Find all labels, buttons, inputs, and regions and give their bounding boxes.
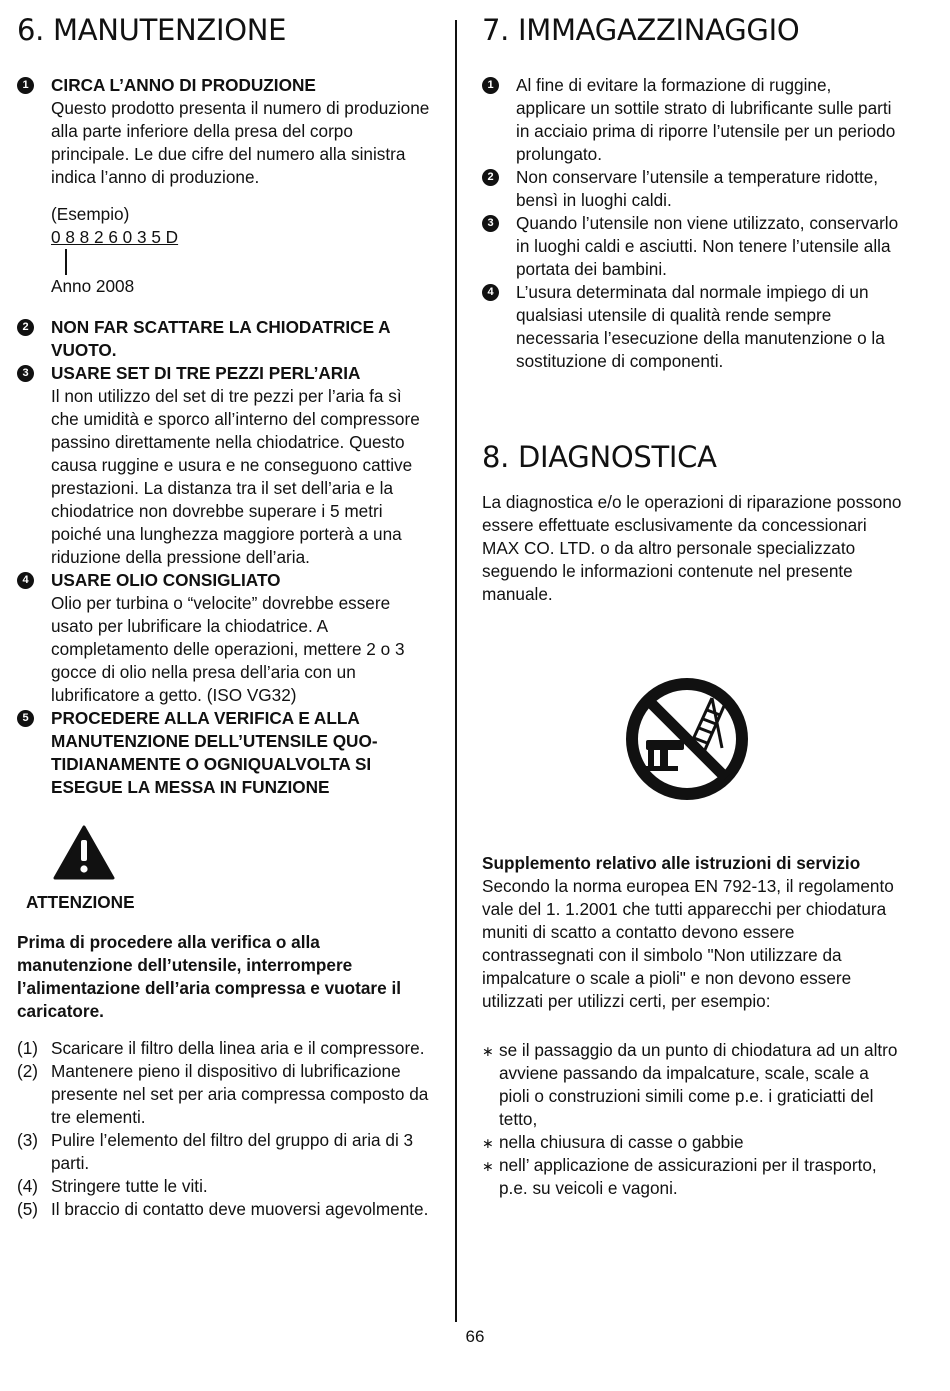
step-text: Scaricare il filtro della linea aria e il compressore. bbox=[51, 1038, 425, 1058]
number-badge-3: 3 bbox=[482, 215, 499, 232]
step-label: (2) bbox=[17, 1061, 39, 1081]
item2-heading: NON FAR SCATTARE LA CHIODATRICE A VUOTO. bbox=[51, 317, 390, 360]
section6-item-2 bbox=[17, 316, 432, 362]
item1-text: Questo prodotto presenta il numero di produzione alla parte inferiore della presa del corpo principale. Le due cifre del numero alla sinistra indica l’anno di produzione. bbox=[51, 98, 430, 187]
step-label: (1) bbox=[17, 1038, 39, 1058]
number-badge-2: 2 bbox=[17, 319, 34, 336]
section6-title: 6. MANUTENZIONE bbox=[17, 13, 287, 47]
column-divider bbox=[455, 20, 457, 1322]
item3-text: Il non utilizzo del set di tre pezzi per l’aria fa sì che umidità e sporco all’interno del compressore passino direttamente nella chiodatrice. Questo causa ruggine e usura e ne conseguono cattive prestazioni. La distanza tra il set dell’aria e la chiodatrice non dovrebbe superare i 5 metri poiché una lunghezza maggiore porterà a una riduzione della pressione dell’aria. bbox=[51, 386, 420, 567]
step-text: Mantenere pieno il dispositivo di lubrificazione presente nel set per aria compressa composto da tre elementi. bbox=[51, 1061, 429, 1127]
item1-heading: CIRCA L’ANNO DI PRODUZIONE bbox=[51, 75, 316, 95]
bullet-text: se il passaggio da un punto di chiodatura ad un altro avviene passando da impalcature, scale, scale a pioli o construzioni simili come p.e. i graticiatti del tetto, bbox=[499, 1040, 898, 1129]
item3-heading: USARE SET DI TRE PEZZI PERL’ARIA bbox=[51, 363, 361, 383]
number-badge-4: 4 bbox=[482, 284, 499, 301]
number-badge-1: 1 bbox=[482, 77, 499, 94]
section7-item-2 bbox=[482, 166, 902, 212]
asterisk-icon: ∗ bbox=[482, 1158, 494, 1174]
list-item bbox=[482, 1154, 902, 1200]
supplement-bullets bbox=[482, 1039, 902, 1200]
supplement-text: Secondo la norma europea EN 792-13, il regolamento vale del 1. 1.2001 che tutti apparecchi per chiodatura muniti di scatto a contatto devono essere contrassegnati con il simbolo "Non utilizzare da impalcature o scale a pioli" e non devono essere utilizzati per utilizzi certi, per esempio: bbox=[482, 876, 894, 1011]
section7-title: 7. IMMAGAZZINAGGIO bbox=[482, 13, 800, 47]
warning-triangle-icon bbox=[53, 825, 432, 886]
number-badge-3: 3 bbox=[17, 365, 34, 382]
section6-item-1 bbox=[17, 74, 432, 298]
right-column bbox=[482, 0, 902, 1200]
list-item bbox=[17, 1198, 432, 1221]
item4-text: Olio per turbina o “velocite” dovrebbe essere usato per lubrificare la chiodatrice. A completamento delle operazioni, mettere 2 o 3 gocce di olio nella presa dell’aria con un lubrificatore a getto. (ISO VG32) bbox=[51, 593, 405, 705]
list-item bbox=[17, 1060, 432, 1129]
warning-label: ATTENZIONE bbox=[26, 892, 135, 912]
item-text: Non conservare l’utensile a temperature ridotte, bensì in luoghi caldi. bbox=[516, 167, 879, 210]
item-text: Al fine di evitare la formazione di ruggine, applicare un sottile strato di lubrificante sulle parti in acciaio prima di riporre l’utensile per un periodo prolungato. bbox=[516, 75, 896, 164]
step-label: (5) bbox=[17, 1199, 39, 1219]
section6-item-3 bbox=[17, 362, 432, 569]
item-text: Quando l’utensile non viene utilizzato, conservarlo in luoghi caldi e asciutti. Non tenere l’utensile alla portata dei bambini. bbox=[516, 213, 899, 279]
section8-text: La diagnostica e/o le operazioni di riparazione possono essere effettuate esclusivamente da concessionari MAX CO. LTD. o da altro personale specializzato seguendo le informazioni contenute nel presente manuale. bbox=[482, 492, 902, 604]
item-text: L’usura determinata dal normale impiego di un qualsiasi utensile di qualità rende sempre necessaria l’esecuzione della manutenzione o la sostituzione di componenti. bbox=[516, 282, 885, 371]
bullet-text: nella chiusura di casse o gabbie bbox=[499, 1132, 744, 1152]
supplement-heading: Supplemento relativo alle istruzioni di servizio bbox=[482, 853, 861, 873]
section8-title: 8. DIAGNOSTICA bbox=[482, 440, 717, 474]
example-year: Anno 2008 bbox=[51, 276, 135, 296]
step-text: Il braccio di contatto deve muoversi agevolmente. bbox=[51, 1199, 429, 1219]
section6-item-5 bbox=[17, 707, 432, 799]
list-item bbox=[482, 1039, 902, 1131]
number-badge-5: 5 bbox=[17, 710, 34, 727]
list-item bbox=[17, 1129, 432, 1175]
number-badge-1: 1 bbox=[17, 77, 34, 94]
list-item bbox=[482, 1131, 902, 1154]
list-item bbox=[17, 1037, 432, 1060]
list-item bbox=[17, 1175, 432, 1198]
number-badge-2: 2 bbox=[482, 169, 499, 186]
page-number: 66 bbox=[465, 1327, 485, 1346]
asterisk-icon: ∗ bbox=[482, 1043, 494, 1059]
step-label: (4) bbox=[17, 1176, 39, 1196]
item5-heading: PROCEDERE ALLA VERIFICA E ALLA MANUTENZIONE DELL’UTENSILE QUO-TIDIANAMENTE O OGNIQUALVOLTA SI ESEGUE LA MESSA IN FUNZIONE bbox=[51, 708, 378, 797]
year-marker-icon bbox=[51, 249, 432, 275]
step-text: Stringere tutte le viti. bbox=[51, 1176, 208, 1196]
maintenance-steps bbox=[17, 1037, 432, 1221]
section7-item-3 bbox=[482, 212, 902, 281]
left-column bbox=[17, 0, 432, 1221]
no-ladder-prohibition-icon bbox=[624, 676, 750, 802]
warning-text: Prima di procedere alla verifica o alla manutenzione dell’utensile, interrompere l’alimentazione dell’aria compressa e vuotare il caricatore. bbox=[17, 932, 402, 1021]
step-label: (3) bbox=[17, 1130, 39, 1150]
example-label: (Esempio) bbox=[51, 204, 130, 224]
section6-item-4 bbox=[17, 569, 432, 707]
step-text: Pulire l’elemento del filtro del gruppo di aria di 3 parti. bbox=[51, 1130, 414, 1173]
bullet-text: nell’ applicazione de assicurazioni per il trasporto, p.e. su veicoli e vagoni. bbox=[499, 1155, 877, 1198]
section7-item-1 bbox=[482, 74, 902, 166]
section7-item-4 bbox=[482, 281, 902, 373]
item4-heading: USARE OLIO CONSIGLIATO bbox=[51, 570, 281, 590]
example-code: 0 8 8 2 6 0 3 5 D bbox=[51, 227, 179, 247]
asterisk-icon: ∗ bbox=[482, 1135, 494, 1151]
number-badge-4: 4 bbox=[17, 572, 34, 589]
